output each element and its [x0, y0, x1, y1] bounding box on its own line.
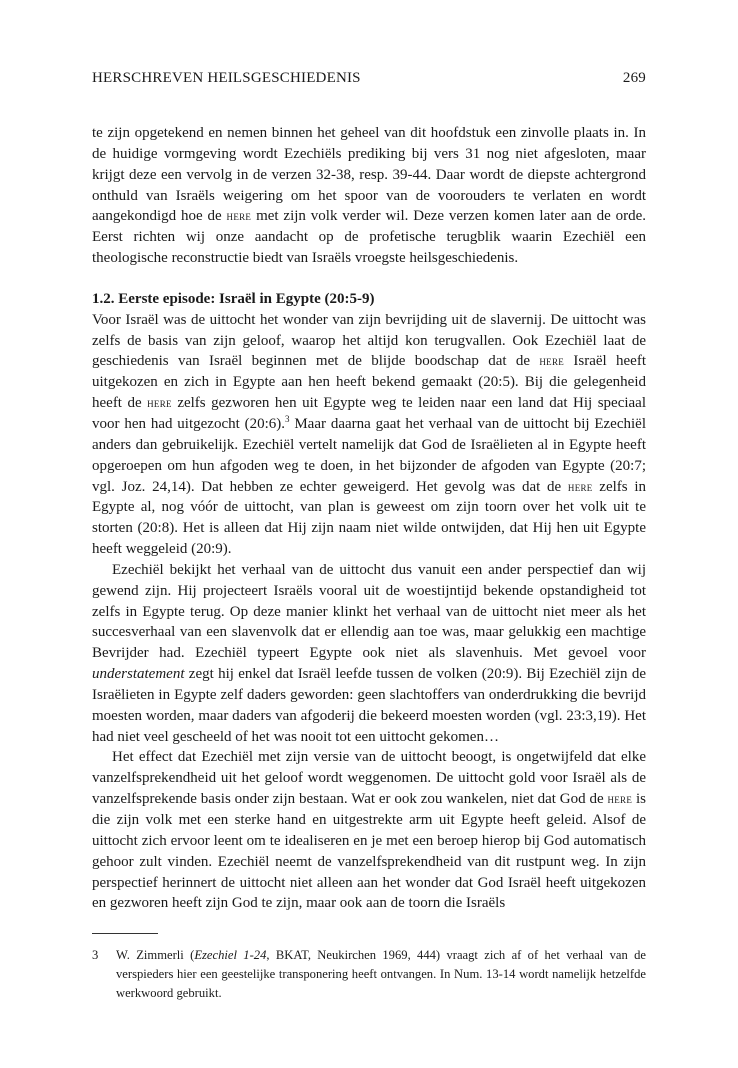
divine-name: here [226, 208, 252, 224]
running-header [92, 70, 646, 87]
emphasis: understatement [92, 666, 185, 683]
paragraph-4: Het effect dat Ezechiël met zijn versie van de uittocht beoogt, is ongetwijfeld dat elke vanzelfsprekendheid uit het geloof wordt weggenomen. De uittocht gold voor Israël als de vanzelfsprekende basis onder zijn bestaan. Wat er ook zou wankelen, niet dat God de here is die zijn volk met een sterke hand en uitgestrekte arm uit Egypte heeft geleid. Alsof de uittocht zich ervoor leent om te idealiseren en je met een beroep hierop bij God automatisch gehoor zult vinden. Ezechiël neemt de vanzelfsprekendheid van dit rustpunt weg. In zijn perspectief herinnert de uittocht niet alleen aan het wonder dat God Israël heeft uitgekozen en gezworen heeft zijn God te zijn, maar ook aan de toorn die Israëls [92, 749, 646, 912]
section-heading: 1.2. Eerste episode: Israël in Egypte (20:5-9) [92, 290, 375, 307]
footnote [92, 946, 646, 1003]
divine-name: here [147, 395, 172, 411]
divine-name: here [567, 478, 593, 494]
divine-name: here [539, 353, 565, 369]
paragraph-3: Ezechiël bekijkt het verhaal van de uittocht dus vanuit een ander perspectief dan wij gewend zijn. Hij projecteert Israëls vooral uit de woestijntijd bekende opstandigheid tot zelfs in Egypte terug. Op deze manier klinkt het verhaal van de uittocht niet meer als het succesverhaal van een slavenvolk dat er ellendig aan toe was, maar gelukkig een machtige Bevrijder had. Ezechiël typeert Egypte ook niet als slavenhuis. Met gevoel voor understatement zegt hij enkel dat Israël leefde tussen de volken (20:9). Bij Ezechiël zijn de Israëlieten in Egypte zelf daders geworden: geen slachtoffers van onderdrukking die bevrijd moesten worden, maar daders van afgoderij die bekeerd moesten worden (vgl. 23:3,19). Het had niet veel gescheeld of het was nooit tot een uittocht gekomen… [92, 561, 646, 745]
citation-title: Ezechiel 1-24 [194, 948, 267, 962]
running-title: HERSCHREVEN HEILSGESCHIEDENIS [92, 70, 361, 86]
paragraph-1: te zijn opgetekend en nemen binnen het geheel van dit hoofdstuk een zinvolle plaats in. In de huidige vormgeving wordt Ezechiëls prediking bij vers 31 nog niet afgesloten, maar krijgt deze een vervolg in de verzen 32-38, resp. 39-44. Daar wordt de diepste achtergrond onthuld van Israëls weigering om het spoor van de voorouders te verlaten en wordt aangekondigd hoe de here met zijn volk verder wil. Deze verzen komen later aan de orde. Eerst richten wij onze aandacht op de profetische terugblik waarin Ezechiël een theologische reconstructie biedt van Israëls vroegste heilsgeschiedenis. [92, 125, 646, 267]
page-number: 269 [622, 70, 646, 86]
footnote-number: 3 [92, 948, 99, 962]
body-text [92, 123, 646, 914]
divine-name: here [607, 791, 633, 807]
paragraph-2: Voor Israël was de uittocht het wonder van zijn bevrijding uit de slavernij. De uittocht was zelfs de basis van zijn geloof, waarop het altijd kon terugvallen. Ook Ezechiël laat de geschiedenis van Israël beginnen met de blijde boodschap dat de here Israël heeft uitgekozen en zich in Egypte aan hen heeft bekend gemaakt (20:5). Bij die gelegenheid heeft de here zelfs gezworen hen uit Egypte weg te leiden naar een land dat Hij speciaal voor hen had uitgezocht (20:6).$^3$ Maar daarna gaat het verhaal van de uittocht bij Ezechiël anders dan gebruikelijk. Ezechiël vertelt namelijk dat God de Israëlieten al in Egypte heeft opgeroepen om hun afgoden weg te doen, in het bijzonder de afgoden van Egypte (20:7; vgl. Joz. 24,14). Dat hebben ze echter geweigerd. Het gevolg was dat de here zelfs in Egypte al, nog vóór de uittocht, van plan is geweest om zijn toorn over het volk uit te storten (20:8). Het is alleen dat Hij zijn naam niet wilde ontwijden, dat Hij hen uit Egypte heeft weggeleid (20:9). [92, 311, 647, 558]
page [92, 70, 646, 914]
footnote-divider [92, 933, 158, 934]
footnote-reference: 3 [285, 413, 290, 424]
footnote-text: W. Zimmerli (Ezechiel 1-24, BKAT, Neukirchen 1969, 444) vraagt zich af of het verhaal van de verspieders hier een geestelijke transponering heeft ontvangen. In Num. 13-14 wordt namelijk hetzelfde werkwoord gebruikt. [116, 948, 647, 1000]
